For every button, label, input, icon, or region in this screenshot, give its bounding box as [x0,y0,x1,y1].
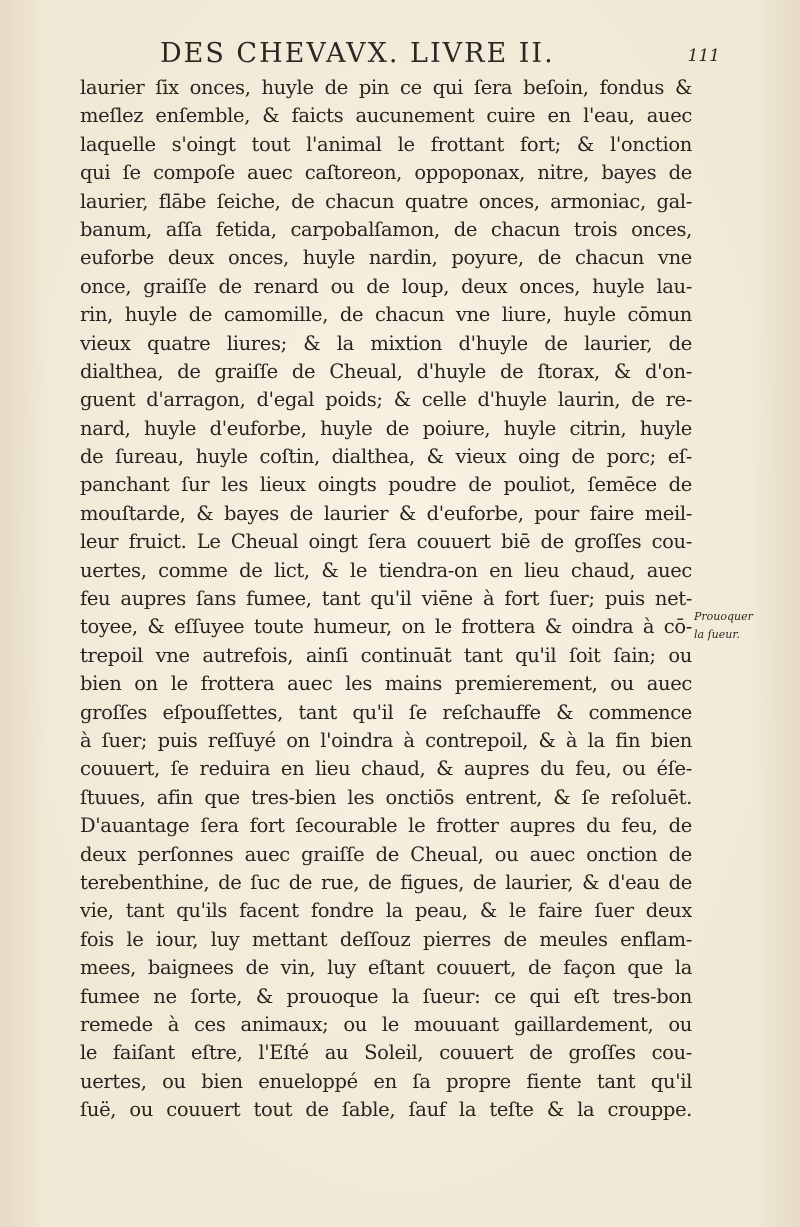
text-line: trepoil vne autrefois, ainſi continuāt tant qu'il ſoit ſain; ou [80,643,692,667]
text-line: leur fruict. Le Cheual oingt ſera couuert biē de groſſes cou- [80,530,692,554]
text-line: D'auantage ſera fort ſecourable le frotter aupres du feu, de [80,814,692,838]
page-header [160,38,720,74]
margin-note-line: la ſueur. [694,628,740,641]
text-line: guent d'arragon, d'egal poids; & celle d'huyle laurin, de re- [80,388,692,412]
text-line: nard, huyle d'euforbe, huyle de poiure, huyle citrin, huyle [80,416,692,440]
text-line: couuert, ſe reduira en lieu chaud, & aupres du feu, ou éſe- [80,757,692,781]
text-line: once, graiſſe de renard ou de loup, deux onces, huyle lau- [80,274,692,298]
text-line: ſuë, ou couuert tout de ſable, ſauf la teſte & la crouppe. [80,1098,692,1122]
margin-note [694,608,784,644]
text-line: laurier, flābe ſeiche, de chacun quatre onces, armoniac, gal- [80,189,692,213]
text-line: uertes, ou bien enueloppé en ſa propre fiente tant qu'il [80,1069,692,1093]
text-line: le faiſant eſtre, l'Eſté au Soleil, couuert de groſſes cou- [80,1041,692,1065]
text-line: fumee ne ſorte, & prouoque la ſueur: ce qui eſt tres-bon [80,984,692,1008]
text-line: ſtuues, afin que tres-bien les onctiōs entrent, & ſe reſoluēt. [80,785,692,809]
text-line: euforbe deux onces, huyle nardin, poyure, de chacun vne [80,246,692,270]
text-line: mees, baignees de vin, luy eſtant couuert, de façon que la [80,956,692,980]
page-number: 111 [687,46,720,66]
text-line: laquelle s'oingt tout l'animal le frottant fort; & l'onction [80,132,692,156]
text-line: laurier ſix onces, huyle de pin ce qui ſera beſoin, fondus & [80,76,692,99]
text-line: qui ſe compoſe auec caſtoreon, oppoponax, nitre, bayes de [80,161,692,185]
body-text [80,74,692,1124]
running-title: DES CHEVAVX. LIVRE II. [160,38,555,69]
text-line: rin, huyle de camomille, de chacun vne liure, huyle cōmun [80,303,692,327]
text-line: mouſtarde, & bayes de laurier & d'euforbe, pour faire meil- [80,501,692,525]
text-line: remede à ces animaux; ou le mouuant gaillardement, ou [80,1012,692,1036]
text-line: de ſureau, huyle coſtin, dialthea, & vieux oing de porc; eſ- [80,445,692,469]
text-line: uertes, comme de lict, & le tiendra-on en lieu chaud, auec [80,558,692,582]
text-line: à ſuer; puis reſſuyé on l'oindra à contrepoil, & à la fin bien [80,728,692,752]
text-line: dialthea, de graiſſe de Cheual, d'huyle de ſtorax, & d'on- [80,359,692,383]
text-line: deux perſonnes auec graiſſe de Cheual, ou auec onction de [80,842,692,866]
text-line: vieux quatre liures; & la mixtion d'huyle de laurier, de [80,331,692,355]
text-line: fois le iour, luy mettant deſſouz pierres de meules enflam- [80,927,692,951]
text-line: vie, tant qu'ils facent fondre la peau, & le faire ſuer deux [80,899,692,923]
text-line: panchant ſur les lieux oingts poudre de pouliot, ſemēce de [80,473,692,497]
text-line: banum, aſſa fetida, carpobalſamon, de chacun trois onces, [80,217,692,241]
text-line: feu aupres ſans fumee, tant qu'il viēne à fort ſuer; puis net- [80,587,692,611]
text-line: terebenthine, de ſuc de rue, de figues, de laurier, & d'eau de [80,870,692,894]
text-line: meſlez enſemble, & faicts aucunement cuire en l'eau, auec [80,104,692,128]
text-line: groſſes eſpouſſettes, tant qu'il ſe reſchauffe & commence [80,700,692,724]
text-line: bien on le frottera auec les mains premierement, ou auec [80,672,692,696]
text-line: toyee, & eſſuyee toute humeur, on le frottera & oindra à cō- [80,615,692,639]
margin-note-line: Prouoquer [694,610,753,623]
